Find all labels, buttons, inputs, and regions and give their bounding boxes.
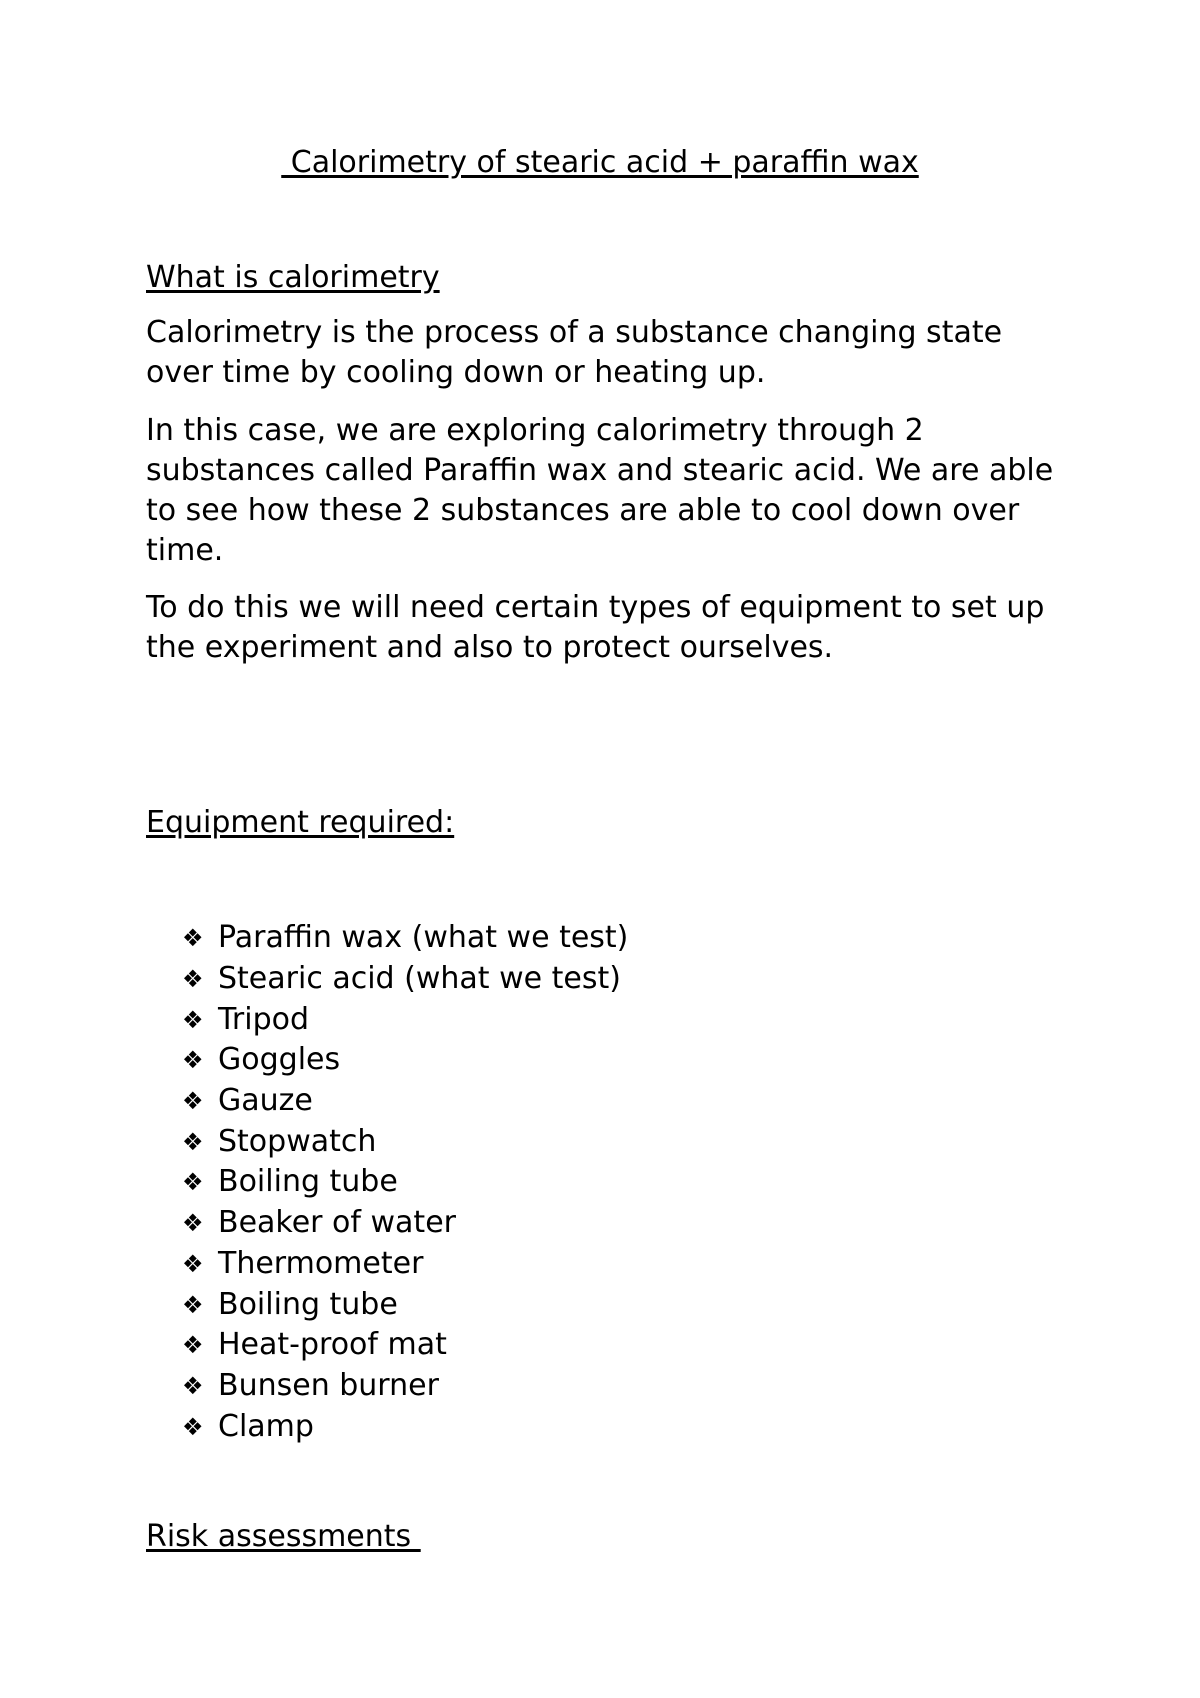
diamond-bullet-icon: ❖	[182, 1371, 204, 1400]
diamond-bullet-icon: ❖	[182, 1127, 204, 1156]
heading-what-is-calorimetry: What is calorimetry	[146, 260, 440, 295]
list-item	[182, 1040, 628, 1081]
heading-equipment-required: Equipment required:	[146, 805, 455, 840]
list-item	[182, 1244, 628, 1285]
list-item-label: Boiling tube	[218, 1286, 398, 1322]
diamond-bullet-icon: ❖	[182, 1249, 204, 1278]
list-item-label: Boiling tube	[218, 1164, 398, 1200]
diamond-bullet-icon: ❖	[182, 1290, 204, 1319]
list-item	[182, 959, 628, 1000]
heading-risk-assessments: Risk assessments	[146, 1519, 421, 1554]
list-item-label: Stopwatch	[218, 1123, 377, 1159]
diamond-bullet-icon: ❖	[182, 1168, 204, 1197]
list-item-label: Thermometer	[218, 1245, 424, 1281]
list-item-label: Clamp	[218, 1408, 314, 1444]
diamond-bullet-icon: ❖	[182, 1046, 204, 1075]
diamond-bullet-icon: ❖	[182, 1005, 204, 1034]
list-item	[182, 1284, 628, 1325]
list-item-label: Paraffin wax (what we test)	[218, 920, 629, 956]
list-item	[182, 1121, 628, 1162]
list-item-label: Tripod	[218, 1001, 310, 1037]
diamond-bullet-icon: ❖	[182, 1412, 204, 1441]
list-item	[182, 999, 628, 1040]
list-item	[182, 918, 628, 959]
list-item-label: Heat-proof mat	[218, 1327, 447, 1363]
diamond-bullet-icon: ❖	[182, 1331, 204, 1360]
diamond-bullet-icon: ❖	[182, 1209, 204, 1238]
list-item-label: Bunsen burner	[218, 1367, 439, 1403]
diamond-bullet-icon: ❖	[182, 1087, 204, 1116]
document-title: Calorimetry of stearic acid + paraffin wax	[281, 145, 919, 180]
diamond-bullet-icon: ❖	[182, 924, 204, 953]
list-item	[182, 1162, 628, 1203]
list-item-label: Gauze	[218, 1083, 313, 1119]
paragraph-definition: Calorimetry is the process of a substance changing state over time by cooling down or heating up.	[146, 315, 1003, 390]
paragraph-exploration: In this case, we are exploring calorimetry through 2 substances called Paraffin wax and stearic acid. We are able to see how these 2 substances are able to cool down over time.	[146, 413, 1054, 568]
diamond-bullet-icon: ❖	[182, 965, 204, 994]
list-item	[182, 1366, 628, 1407]
list-item	[182, 1203, 628, 1244]
list-item-label: Stearic acid (what we test)	[218, 961, 621, 997]
list-item	[182, 1406, 628, 1447]
equipment-list	[182, 918, 628, 1447]
paragraph-equipment-intro: To do this we will need certain types of equipment to set up the experiment and also to protect ourselves.	[146, 590, 1045, 665]
list-item	[182, 1081, 628, 1122]
list-item	[182, 1325, 628, 1366]
list-item-label: Beaker of water	[218, 1205, 456, 1241]
list-item-label: Goggles	[218, 1042, 341, 1078]
